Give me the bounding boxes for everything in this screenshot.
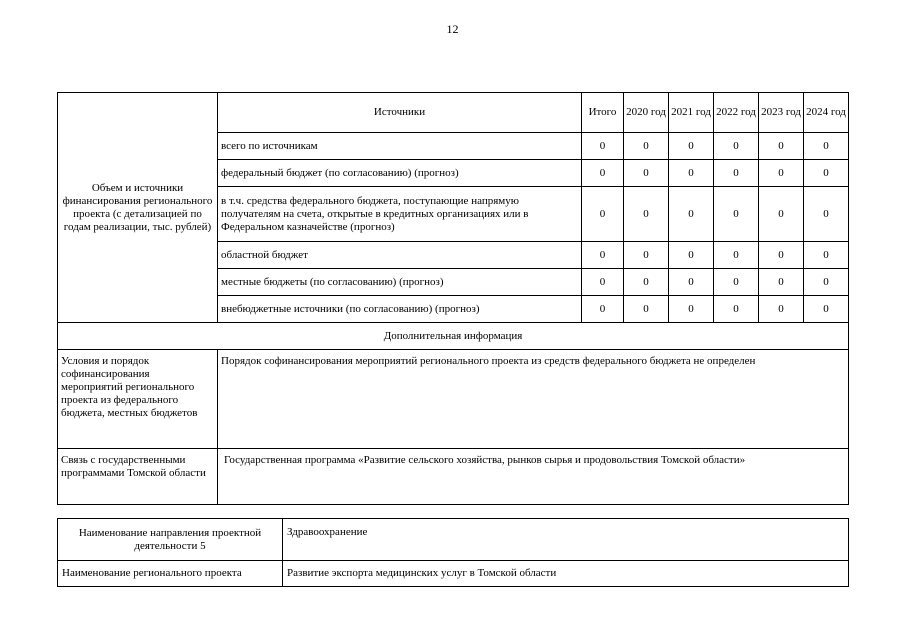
cell-value: 0 <box>714 187 759 242</box>
cell-value: 0 <box>804 242 849 269</box>
cell-value: 0 <box>759 296 804 323</box>
row-name: внебюджетные источники (по согласованию) (прогноз) <box>218 296 582 323</box>
cell-value: 0 <box>582 242 624 269</box>
cell-value: 0 <box>669 269 714 296</box>
cell-value: 0 <box>759 242 804 269</box>
cell-value: 0 <box>624 160 669 187</box>
direction-row <box>58 519 849 561</box>
cell-value: 0 <box>669 296 714 323</box>
year-header-2023: 2023 год <box>759 93 804 133</box>
total-header: Итого <box>582 93 624 133</box>
cell-value: 0 <box>582 133 624 160</box>
year-header-2024: 2024 год <box>804 93 849 133</box>
cell-value: 0 <box>759 133 804 160</box>
project-label: Наименование регионального проекта <box>58 561 283 587</box>
cell-value: 0 <box>624 187 669 242</box>
programs-value: Государственная программа «Развитие сельского хозяйства, рынков сырья и продовольствия Томской области» <box>218 449 849 505</box>
cell-value: 0 <box>582 269 624 296</box>
cofinancing-row <box>58 350 849 449</box>
row-name: всего по источникам <box>218 133 582 160</box>
project-table <box>57 518 849 587</box>
cell-value: 0 <box>582 160 624 187</box>
project-value: Развитие экспорта медицинских услуг в Томской области <box>283 561 849 587</box>
page-number: 12 <box>446 22 459 36</box>
financing-table <box>57 92 849 505</box>
cell-value: 0 <box>669 160 714 187</box>
programs-row <box>58 449 849 505</box>
cell-value: 0 <box>804 269 849 296</box>
row-name: областной бюджет <box>218 242 582 269</box>
financing-label: Объем и источники финансирования регионального проекта (с детализацией по годам реализации, тыс. рублей) <box>58 93 218 323</box>
sources-header: Источники <box>218 93 582 133</box>
header-row <box>58 93 849 133</box>
year-header-2021: 2021 год <box>669 93 714 133</box>
cofinancing-value: Порядок софинансирования мероприятий регионального проекта из средств федерального бюджета не определен <box>218 350 849 449</box>
year-header-2022: 2022 год <box>714 93 759 133</box>
cell-value: 0 <box>714 242 759 269</box>
row-name: федеральный бюджет (по согласованию) (прогноз) <box>218 160 582 187</box>
row-name: местные бюджеты (по согласованию) (прогноз) <box>218 269 582 296</box>
cell-value: 0 <box>669 133 714 160</box>
cell-value: 0 <box>759 160 804 187</box>
cell-value: 0 <box>714 296 759 323</box>
additional-info-row <box>58 323 849 350</box>
cell-value: 0 <box>759 187 804 242</box>
cell-value: 0 <box>759 269 804 296</box>
cell-value: 0 <box>669 187 714 242</box>
row-name: в т.ч. средства федерального бюджета, поступающие напрямую получателям на счета, открытые в кредитных организациях или в Федеральном казначействе (прогноз) <box>218 187 582 242</box>
cell-value: 0 <box>804 160 849 187</box>
cell-value: 0 <box>714 269 759 296</box>
year-header-2020: 2020 год <box>624 93 669 133</box>
cell-value: 0 <box>804 133 849 160</box>
direction-value: Здравоохранение <box>283 519 849 561</box>
cell-value: 0 <box>582 296 624 323</box>
cell-value: 0 <box>804 296 849 323</box>
project-name-row <box>58 561 849 587</box>
cell-value: 0 <box>582 187 624 242</box>
additional-info-title: Дополнительная информация <box>58 323 849 350</box>
cell-value: 0 <box>624 269 669 296</box>
cell-value: 0 <box>669 242 714 269</box>
cell-value: 0 <box>624 133 669 160</box>
direction-label: Наименование направления проектной деятельности 5 <box>58 519 283 561</box>
cell-value: 0 <box>714 160 759 187</box>
cell-value: 0 <box>624 296 669 323</box>
cell-value: 0 <box>714 133 759 160</box>
cell-value: 0 <box>624 242 669 269</box>
cofinancing-label: Условия и порядок софинансирования мероприятий регионального проекта из федерального бюджета, местных бюджетов <box>58 350 218 449</box>
cell-value: 0 <box>804 187 849 242</box>
programs-label: Связь с государственными программами Томской области <box>58 449 218 505</box>
